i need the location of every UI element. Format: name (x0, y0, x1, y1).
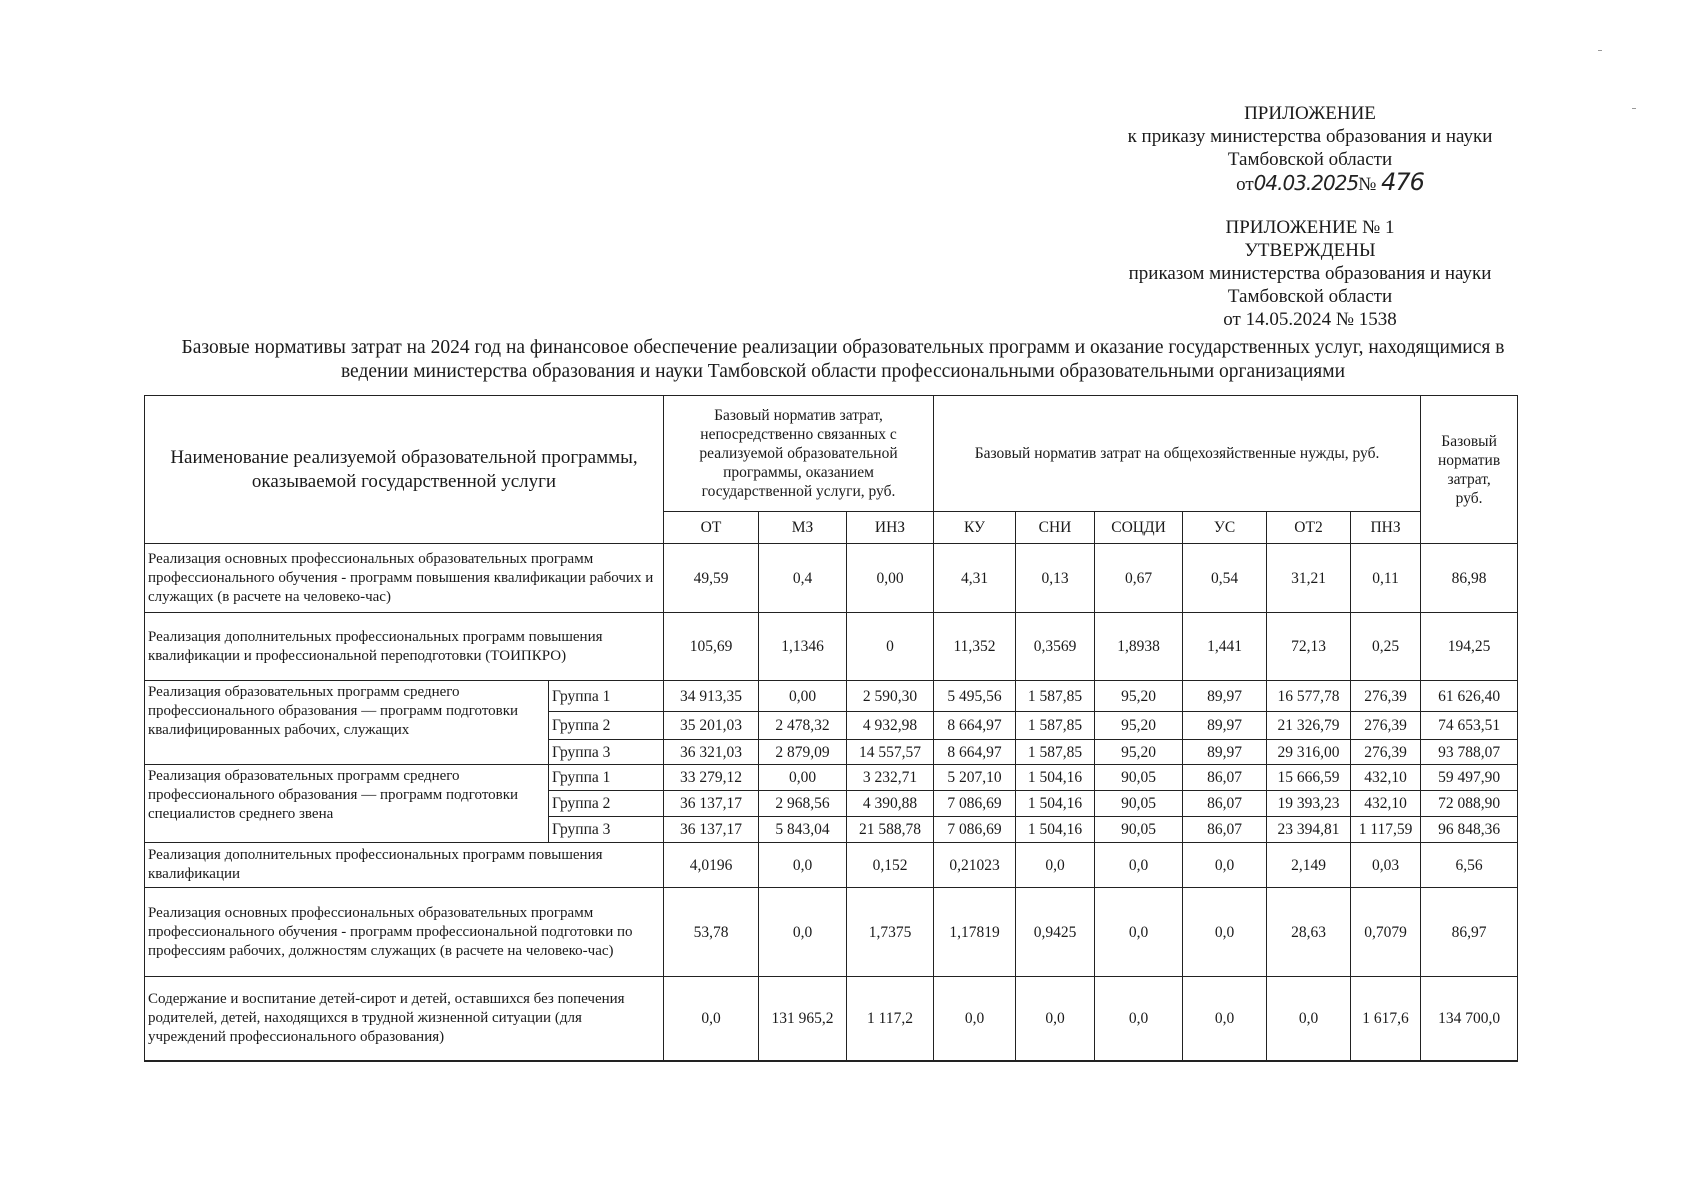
cell-value: 0 (847, 613, 934, 681)
approval-region: Тамбовской области (1227, 286, 1393, 307)
approval-appendix-number: ПРИЛОЖЕНИЕ № 1 (1225, 217, 1395, 238)
row-program-name: Реализация дополнительных профессиональных программ повышения квалификации и профессиональной переподготовки (ТОИПКРО) (145, 613, 664, 681)
cell-value: 14 557,57 (847, 740, 934, 765)
cell-value: 1,1346 (759, 613, 847, 681)
cell-value: 1 504,16 (1016, 791, 1095, 817)
header-total-norm: Базовый норматив затрат, руб. (1421, 396, 1518, 544)
appendix-order-ref: к приказу министерства образования и науки (1127, 126, 1493, 147)
approval-order-ref: приказом министерства образования и науки (1128, 263, 1492, 284)
cell-total: 86,98 (1421, 544, 1518, 613)
row-program-name: Содержание и воспитание детей-сирот и детей, оставшихся без попечения родителей, детей, находящихся в трудной жизненной ситуации (для учреждений профессионального образования) (145, 977, 664, 1061)
cell-value: 1 587,85 (1016, 681, 1095, 712)
cell-value: 7 086,69 (934, 791, 1016, 817)
col-header-mz: МЗ (759, 512, 847, 544)
cell-value: 1,8938 (1095, 613, 1183, 681)
cell-value: 1 117,59 (1351, 817, 1421, 843)
row-group-label: Группа 3 (549, 817, 664, 843)
appendix-title: ПРИЛОЖЕНИЕ (1244, 103, 1376, 124)
col-header-pnz: ПНЗ (1351, 512, 1421, 544)
cell-value: 0,21023 (934, 843, 1016, 888)
row-program-name: Реализация основных профессиональных образовательных программ профессионального обучения - программ профессиональной подготовки по профессиям рабочих, должностям служащих (в расчете на человеко-час) (145, 888, 664, 977)
cell-value: 49,59 (664, 544, 759, 613)
cell-value: 5 207,10 (934, 765, 1016, 791)
cell-value: 89,97 (1183, 712, 1267, 740)
cell-total: 72 088,90 (1421, 791, 1518, 817)
cell-value: 1,17819 (934, 888, 1016, 977)
cell-value: 3 232,71 (847, 765, 934, 791)
cell-value: 95,20 (1095, 712, 1183, 740)
cell-value: 36 137,17 (664, 791, 759, 817)
cell-total: 194,25 (1421, 613, 1518, 681)
cell-value: 19 393,23 (1267, 791, 1351, 817)
cell-value: 29 316,00 (1267, 740, 1351, 765)
cell-value: 1,7375 (847, 888, 934, 977)
cell-value: 1 504,16 (1016, 765, 1095, 791)
cell-value: 8 664,97 (934, 740, 1016, 765)
cell-value: 1 117,2 (847, 977, 934, 1061)
cell-value: 23 394,81 (1267, 817, 1351, 843)
cell-value: 89,97 (1183, 681, 1267, 712)
handwritten-date: 04.03.2025 (1253, 171, 1359, 195)
cell-value: 4 932,98 (847, 712, 934, 740)
cell-value: 4,0196 (664, 843, 759, 888)
cell-value: 0,0 (1016, 977, 1095, 1061)
approval-header (1090, 216, 1530, 331)
row-group-label: Группа 2 (549, 791, 664, 817)
table-row (145, 765, 1518, 791)
cell-value: 28,63 (1267, 888, 1351, 977)
cell-value: 0,0 (1095, 888, 1183, 977)
document-title (146, 336, 1540, 384)
row-group-label: Группа 1 (549, 681, 664, 712)
col-header-inz: ИНЗ (847, 512, 934, 544)
row-group-label: Группа 3 (549, 740, 664, 765)
table-header-row (145, 396, 1518, 512)
cell-value: 0,152 (847, 843, 934, 888)
number-prefix: № (1358, 174, 1377, 195)
cell-value: 105,69 (664, 613, 759, 681)
cell-value: 86,07 (1183, 817, 1267, 843)
cell-value: 0,00 (759, 681, 847, 712)
cell-value: 31,21 (1267, 544, 1351, 613)
cell-value: 0,0 (759, 888, 847, 977)
document-title-line-2: ведении министерства образования и науки Тамбовской области профессиональными образовательными организациями (340, 361, 1346, 382)
cell-value: 36 321,03 (664, 740, 759, 765)
cell-value: 95,20 (1095, 740, 1183, 765)
cell-value: 0,0 (1183, 977, 1267, 1061)
appendix-date-line (1090, 168, 1530, 196)
cell-value: 131 965,2 (759, 977, 847, 1061)
cell-value: 276,39 (1351, 740, 1421, 765)
cell-value: 2 968,56 (759, 791, 847, 817)
col-header-ot2: ОТ2 (1267, 512, 1351, 544)
cell-value: 5 495,56 (934, 681, 1016, 712)
cell-total: 134 700,0 (1421, 977, 1518, 1061)
cell-value: 8 664,97 (934, 712, 1016, 740)
cell-value: 0,0 (1183, 888, 1267, 977)
cell-value: 1,441 (1183, 613, 1267, 681)
cell-value: 33 279,12 (664, 765, 759, 791)
date-prefix: от (1236, 174, 1254, 195)
row-program-name: Реализация дополнительных профессиональных программ повышения квалификации (145, 843, 664, 888)
cell-value: 0,0 (934, 977, 1016, 1061)
cell-value: 95,20 (1095, 681, 1183, 712)
cell-value: 2 478,32 (759, 712, 847, 740)
cell-value: 86,07 (1183, 765, 1267, 791)
cell-total: 59 497,90 (1421, 765, 1518, 791)
cell-value: 0,13 (1016, 544, 1095, 613)
cell-value: 34 913,35 (664, 681, 759, 712)
cell-total: 6,56 (1421, 843, 1518, 888)
cell-value: 4,31 (934, 544, 1016, 613)
cell-value: 0,0 (759, 843, 847, 888)
scan-speck (1598, 50, 1602, 51)
cell-value: 15 666,59 (1267, 765, 1351, 791)
cell-value: 0,00 (759, 765, 847, 791)
cell-value: 21 588,78 (847, 817, 934, 843)
cell-value: 0,0 (1095, 843, 1183, 888)
cell-value: 90,05 (1095, 765, 1183, 791)
appendix-region: Тамбовской области (1227, 149, 1393, 170)
col-header-sni: СНИ (1016, 512, 1095, 544)
cell-value: 432,10 (1351, 791, 1421, 817)
table-row (145, 544, 1518, 613)
scan-speck (1632, 108, 1636, 109)
cell-value: 0,03 (1351, 843, 1421, 888)
cell-value: 5 843,04 (759, 817, 847, 843)
cell-total: 61 626,40 (1421, 681, 1518, 712)
header-direct-costs: Базовый норматив затрат, непосредственно связанных с реализуемой образовательной программы, оказанием государственной услуги, руб. (664, 396, 934, 512)
cell-value: 1 587,85 (1016, 740, 1095, 765)
col-header-us: УС (1183, 512, 1267, 544)
cell-value: 53,78 (664, 888, 759, 977)
cell-value: 0,0 (1095, 977, 1183, 1061)
cell-value: 72,13 (1267, 613, 1351, 681)
approval-status: УТВЕРЖДЕНЫ (1244, 240, 1376, 261)
appendix-header (1090, 102, 1530, 196)
cell-value: 0,11 (1351, 544, 1421, 613)
cell-value: 0,25 (1351, 613, 1421, 681)
table-row (145, 613, 1518, 681)
cell-value: 0,0 (1016, 843, 1095, 888)
row-program-name: Реализация основных профессиональных образовательных программ профессионального обучения - программ повышения квалификации рабочих и служащих (в расчете на человеко-час) (145, 544, 664, 613)
cost-norms-table (144, 395, 1518, 1062)
cell-value: 432,10 (1351, 765, 1421, 791)
cell-value: 0,7079 (1351, 888, 1421, 977)
cell-value: 7 086,69 (934, 817, 1016, 843)
cell-total: 86,97 (1421, 888, 1518, 977)
cell-value: 1 587,85 (1016, 712, 1095, 740)
cell-value: 0,54 (1183, 544, 1267, 613)
col-header-ku: КУ (934, 512, 1016, 544)
row-program-name: Реализация образовательных программ среднего профессионального образования — программ подготовки специалистов среднего звена (145, 765, 549, 843)
cell-value: 11,352 (934, 613, 1016, 681)
cell-total: 74 653,51 (1421, 712, 1518, 740)
row-group-label: Группа 1 (549, 765, 664, 791)
table-row (145, 977, 1518, 1061)
cell-value: 36 137,17 (664, 817, 759, 843)
row-group-label: Группа 2 (549, 712, 664, 740)
col-header-ot: ОТ (664, 512, 759, 544)
document-title-line-1: Базовые нормативы затрат на 2024 год на финансовое обеспечение реализации образовательных программ и оказание государственных услуг, находящимися в (181, 337, 1505, 358)
cell-total: 96 848,36 (1421, 817, 1518, 843)
cell-value: 90,05 (1095, 791, 1183, 817)
cell-value: 0,67 (1095, 544, 1183, 613)
cell-value: 276,39 (1351, 681, 1421, 712)
cell-value: 16 577,78 (1267, 681, 1351, 712)
cell-value: 0,0 (664, 977, 759, 1061)
cell-value: 0,0 (1267, 977, 1351, 1061)
approval-date: от 14.05.2024 № 1538 (1223, 309, 1397, 330)
cell-value: 89,97 (1183, 740, 1267, 765)
cell-value: 90,05 (1095, 817, 1183, 843)
cell-value: 2,149 (1267, 843, 1351, 888)
cell-value: 0,4 (759, 544, 847, 613)
table-row (145, 681, 1518, 712)
row-program-name: Реализация образовательных программ среднего профессионального образования — программ подготовки квалифицированных рабочих, служащих (145, 681, 549, 765)
table-row (145, 888, 1518, 977)
cell-value: 0,3569 (1016, 613, 1095, 681)
header-program-name: Наименование реализуемой образовательной программы, оказываемой государственной услуги (145, 396, 664, 544)
cell-value: 0,0 (1183, 843, 1267, 888)
handwritten-number: 476 (1381, 168, 1424, 196)
cell-value: 2 590,30 (847, 681, 934, 712)
cell-value: 21 326,79 (1267, 712, 1351, 740)
cell-value: 86,07 (1183, 791, 1267, 817)
cell-value: 2 879,09 (759, 740, 847, 765)
cell-total: 93 788,07 (1421, 740, 1518, 765)
cell-value: 1 504,16 (1016, 817, 1095, 843)
cell-value: 276,39 (1351, 712, 1421, 740)
col-header-sotsdi: СОЦДИ (1095, 512, 1183, 544)
header-general-costs: Базовый норматив затрат на общехозяйственные нужды, руб. (934, 396, 1421, 512)
table-row (145, 843, 1518, 888)
cell-value: 0,00 (847, 544, 934, 613)
cell-value: 0,9425 (1016, 888, 1095, 977)
cell-value: 35 201,03 (664, 712, 759, 740)
cell-value: 4 390,88 (847, 791, 934, 817)
cell-value: 1 617,6 (1351, 977, 1421, 1061)
